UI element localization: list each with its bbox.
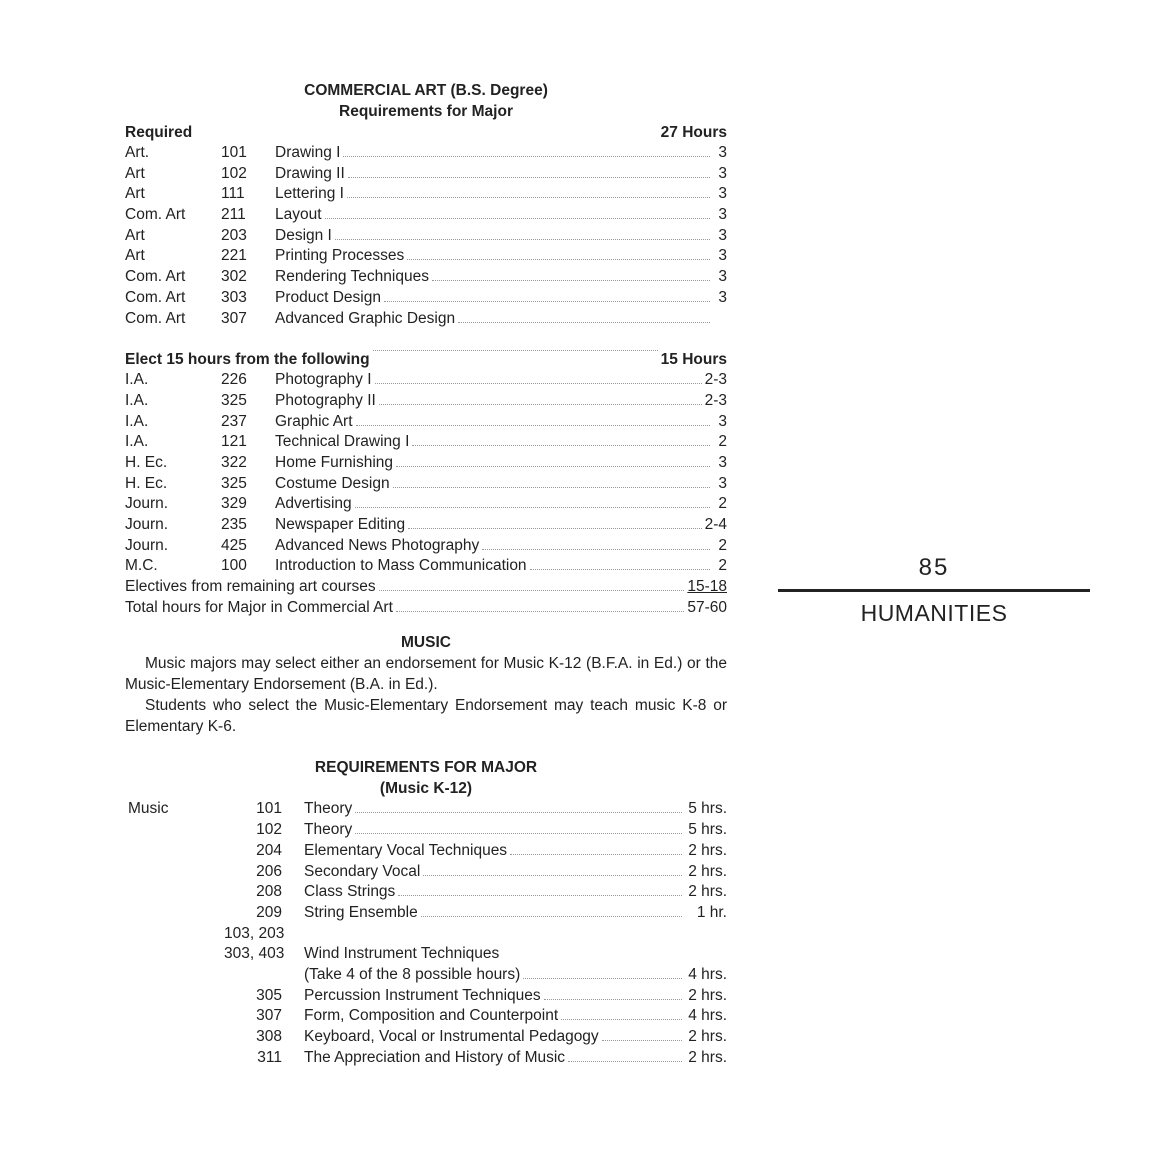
- music-title: MUSIC: [401, 634, 451, 652]
- music-course-row: [125, 986, 727, 1007]
- course-title: Design I: [275, 226, 332, 244]
- course-number: 325: [221, 474, 247, 492]
- elective-label: Elect 15 hours from the following: [125, 351, 370, 369]
- music-course-title: Keyboard, Vocal or Instrumental Pedagogy: [304, 1028, 599, 1045]
- wind-row-1: [125, 924, 727, 945]
- course-row: [125, 309, 727, 330]
- course-row: [125, 370, 727, 391]
- music-course-row: [125, 903, 727, 924]
- course-title: Advanced News Photography: [275, 536, 480, 554]
- music-course-hours: 2 hrs.: [688, 986, 727, 1004]
- course-title: Advanced Graphic Design: [275, 309, 456, 327]
- course-number: 329: [221, 495, 247, 513]
- course-number: 226: [221, 371, 247, 389]
- course-hours: 3: [718, 164, 727, 182]
- music-course-title: The Appreciation and History of Music: [304, 1048, 566, 1066]
- course-row: [125, 412, 727, 433]
- music-course-number: 102: [256, 821, 282, 839]
- music-course-number: 208: [256, 883, 282, 901]
- course-number: 235: [221, 516, 247, 533]
- course-dept: I.A.: [125, 391, 149, 409]
- music-paragraph-2: Students who select the Music-Elementary Endorsement may teach music K-8 or Elementary K-6.: [125, 697, 727, 736]
- course-hours: 3: [718, 288, 727, 306]
- music-course-hours: 5 hrs.: [688, 821, 727, 839]
- course-row: [125, 143, 727, 164]
- course-title: Newspaper Editing: [275, 516, 406, 533]
- course-hours: 3: [718, 185, 727, 203]
- music-course-row: [125, 799, 727, 820]
- music-dept-label: Music: [128, 800, 169, 818]
- music-course-row: [125, 1006, 727, 1027]
- music-course-number: 305: [256, 986, 282, 1004]
- course-dept: Com. Art: [125, 268, 186, 286]
- commercial-art-subtitle: Requirements for Major: [339, 103, 513, 120]
- course-title: Photography II: [275, 391, 376, 409]
- course-row: [125, 184, 727, 205]
- electives-remaining-label: Electives from remaining art courses: [125, 578, 376, 596]
- wind-row-3: [125, 965, 727, 986]
- required-course-list: [125, 143, 727, 329]
- course-number: 111: [221, 185, 245, 203]
- total-hours: 57-60: [687, 598, 727, 616]
- music-course-hours: 4 hrs.: [688, 1007, 727, 1025]
- music-course-hours: 1 hr.: [696, 903, 727, 921]
- course-title: Printing Processes: [275, 247, 405, 265]
- course-dept: Art: [125, 164, 145, 182]
- course-title: Costume Design: [275, 474, 390, 492]
- music-course-hours: 2 hrs.: [688, 862, 727, 880]
- course-row: [125, 556, 727, 577]
- course-number: 322: [221, 453, 247, 471]
- music-course-list: [125, 799, 727, 923]
- wind-course-numbers-2: 303, 403: [224, 945, 285, 963]
- course-number: 307: [221, 309, 247, 327]
- course-hours: 2: [718, 557, 727, 575]
- course-title: Layout: [275, 206, 322, 224]
- music-course-title: Percussion Instrument Techniques: [304, 986, 541, 1004]
- music-course-number: 311: [257, 1048, 282, 1066]
- music-course-row: [125, 1027, 727, 1048]
- music-course-title: Form, Composition and Counterpoint: [304, 1007, 559, 1025]
- course-dept: Com. Art: [125, 309, 186, 327]
- electives-remaining-row: [125, 577, 727, 598]
- course-dept: I.A.: [125, 371, 149, 389]
- course-dept: Journ.: [125, 516, 169, 533]
- course-hours: 2: [718, 536, 727, 554]
- course-title: Advertising: [275, 495, 352, 513]
- course-number: 325: [221, 391, 247, 409]
- music-course-list-after: [125, 986, 727, 1069]
- music-course-number: 206: [256, 862, 282, 880]
- course-title: Photography I: [275, 371, 372, 389]
- course-number: 425: [221, 536, 247, 554]
- course-dept: Art: [125, 247, 145, 265]
- course-dept: I.A.: [125, 412, 149, 430]
- course-title: Drawing II: [275, 164, 345, 182]
- course-hours: 3: [718, 206, 727, 224]
- music-course-row: [125, 882, 727, 903]
- course-dept: Com. Art: [125, 206, 186, 224]
- music-course-row: [125, 1048, 727, 1069]
- course-title: Product Design: [275, 288, 381, 306]
- music-requirements-title: REQUIREMENTS FOR MAJOR: [314, 759, 538, 777]
- music-requirements-subtitle: (Music K-12): [379, 780, 473, 798]
- elective-hours: 15 Hours: [660, 351, 727, 369]
- wind-row-2: [125, 944, 727, 965]
- course-row: [125, 226, 727, 247]
- commercial-art-title: COMMERCIAL ART (B.S. Degree): [304, 82, 548, 99]
- course-number: 101: [221, 144, 247, 161]
- course-row: [125, 267, 727, 288]
- electives-remaining-hours: 15-18: [687, 578, 727, 596]
- course-number: 221: [221, 247, 247, 265]
- course-row: [125, 205, 727, 226]
- course-row: [125, 536, 727, 557]
- music-course-row: [125, 820, 727, 841]
- course-dept: M.C.: [125, 557, 158, 575]
- wind-course-note: (Take 4 of the 8 possible hours): [304, 965, 521, 983]
- page-sidebar: [778, 551, 1090, 627]
- required-label: Required: [125, 124, 193, 141]
- course-row: [125, 391, 727, 412]
- course-number: 203: [221, 226, 247, 244]
- music-course-row: [125, 841, 727, 862]
- music-course-title: Secondary Vocal: [304, 862, 421, 880]
- course-hours: 3: [718, 268, 727, 286]
- course-hours: 2-3: [704, 371, 727, 389]
- main-column: [125, 80, 727, 1068]
- music-course-title: Theory: [304, 821, 353, 839]
- course-number: 121: [221, 433, 247, 451]
- course-hours: 3: [718, 474, 727, 492]
- total-label: Total hours for Major in Commercial Art: [125, 598, 393, 616]
- music-course-hours: 2 hrs.: [688, 883, 727, 901]
- required-hours: 27 Hours: [660, 124, 727, 141]
- course-row: [125, 494, 727, 515]
- required-header: [125, 122, 727, 143]
- wind-course-title: Wind Instrument Techniques: [304, 945, 500, 963]
- section-title: HUMANITIES: [860, 600, 1008, 626]
- course-hours: 2: [718, 433, 727, 451]
- music-course-hours: 2 hrs.: [688, 841, 727, 859]
- music-course-title: Elementary Vocal Techniques: [304, 841, 508, 859]
- music-paragraph-1: Music majors may select either an endorsement for Music K-12 (B.F.A. in Ed.) or the Music-Elementary Endorsement (B.A. in Ed.).: [125, 655, 727, 694]
- music-course-row: [125, 862, 727, 883]
- elective-course-list: [125, 370, 727, 577]
- course-title: Technical Drawing I: [275, 433, 410, 451]
- course-title: Drawing I: [275, 144, 341, 161]
- course-row: [125, 515, 727, 536]
- music-course-number: 308: [256, 1028, 282, 1045]
- music-course-title: Theory: [304, 800, 353, 818]
- course-dept: Art: [125, 185, 145, 203]
- course-dept: I.A.: [125, 433, 149, 451]
- course-row: [125, 164, 727, 185]
- course-number: 102: [221, 164, 247, 182]
- course-title: Introduction to Mass Communication: [275, 557, 527, 575]
- course-hours: 3: [718, 226, 727, 244]
- course-dept: H. Ec.: [125, 474, 168, 492]
- elective-header: [125, 349, 727, 370]
- course-number: 303: [221, 288, 247, 306]
- course-hours: 3: [718, 453, 727, 471]
- course-title: Home Furnishing: [275, 453, 394, 471]
- course-row: [125, 288, 727, 309]
- course-row: [125, 474, 727, 495]
- course-hours: 3: [718, 247, 727, 265]
- wind-course-hours: 4 hrs.: [688, 965, 727, 983]
- section-rule: [778, 589, 1090, 592]
- course-hours: 3: [718, 412, 727, 430]
- course-row: [125, 453, 727, 474]
- course-number: 237: [221, 412, 247, 430]
- course-title: Graphic Art: [275, 412, 353, 430]
- course-dept: Art.: [125, 144, 150, 161]
- course-title: Rendering Techniques: [275, 268, 429, 286]
- music-course-number: 101: [256, 800, 282, 818]
- course-hours: 2-3: [704, 391, 727, 409]
- course-row: [125, 246, 727, 267]
- course-number: 211: [221, 206, 246, 224]
- music-course-hours: 2 hrs.: [688, 1028, 727, 1045]
- course-dept: Com. Art: [125, 288, 186, 306]
- course-row: [125, 432, 727, 453]
- course-hours: 2-4: [704, 516, 727, 533]
- music-course-title: String Ensemble: [304, 903, 418, 921]
- course-title: Lettering I: [275, 185, 344, 203]
- wind-course-numbers-1: 103, 203: [224, 924, 285, 942]
- music-course-number: 209: [256, 903, 282, 921]
- music-course-number: 204: [256, 841, 282, 859]
- course-dept: Art: [125, 226, 145, 244]
- course-number: 100: [221, 557, 247, 575]
- total-row: [125, 598, 727, 619]
- course-number: 302: [221, 268, 247, 286]
- music-course-title: Class Strings: [304, 883, 396, 901]
- course-hours: 3: [718, 144, 727, 161]
- music-course-hours: 5 hrs.: [688, 800, 727, 818]
- course-hours: 2: [718, 495, 727, 513]
- page-number: 85: [918, 554, 950, 581]
- music-course-number: 307: [256, 1007, 282, 1025]
- course-dept: H. Ec.: [125, 453, 168, 471]
- course-dept: Journ.: [125, 536, 169, 554]
- music-course-hours: 2 hrs.: [688, 1048, 727, 1066]
- course-dept: Journ.: [125, 495, 169, 513]
